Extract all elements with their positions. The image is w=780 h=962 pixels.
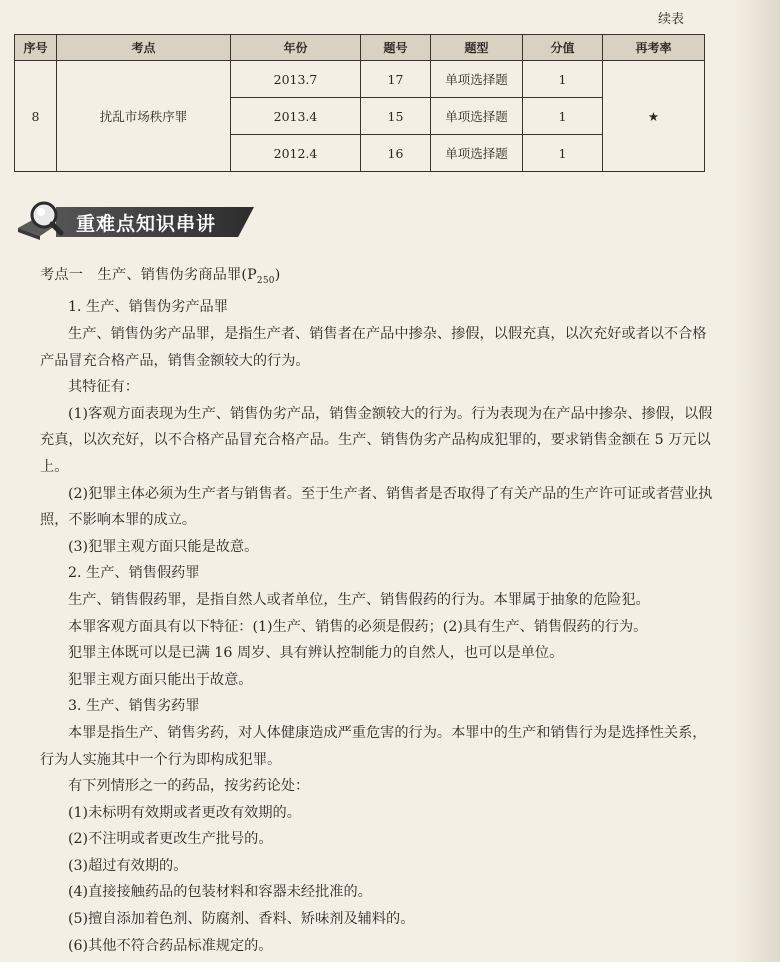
cell-year: 2013.4 [231,98,361,135]
point-heading [40,262,720,294]
header-topic: 考点 [57,35,231,61]
list-item: (3)超过有效期的。 [68,857,188,874]
cell-question-number: 17 [361,61,431,98]
list-item: (4)直接接触药品的包装材料和容器未经批准的。 [68,884,372,901]
list-item: (5)擅自添加着色剂、防腐剂、香料、矫味剂及辅料的。 [68,911,415,928]
table-header-row [15,35,705,61]
table-row [15,61,705,98]
header-index: 序号 [15,35,57,61]
cell-question-type: 单项选择题 [431,98,523,135]
paragraph: (1)客观方面表现为生产、销售伪劣产品，销售金额较大的行为。行为表现为在产品中掺杂、掺假，以假充真，以次充好，以不合格产品冒充合格产品。生产、销售伪劣产品构成犯罪的，要求销售金额在 5 万元以上。 [40,405,713,475]
paragraph: (3)犯罪主观方面只能是故意。 [68,538,259,555]
article-body [40,262,720,959]
continued-label: 续表 [657,12,684,27]
header-question-number: 题号 [361,35,431,61]
header-year: 年份 [231,35,361,61]
cell-topic: 扰乱市场秩序罪 [57,61,231,172]
point-heading-text: 考点一 生产、销售伪劣商品罪(P [40,267,257,283]
section-banner-title: 重难点知识串讲 [76,213,217,235]
header-retest-rate: 再考率 [603,35,705,61]
header-question-type: 题型 [431,35,523,61]
point-heading-close: ) [274,267,281,283]
cell-question-type: 单项选择题 [431,135,523,172]
magnifier-book-icon [14,198,72,244]
section-banner [14,198,254,244]
exam-table [14,34,705,172]
cell-question-type: 单项选择题 [431,61,523,98]
paragraph: 生产、销售假药罪，是指自然人或者单位，生产、销售假药的行为。本罪属于抽象的危险犯。 [68,591,650,608]
list-item: (2)不注明或者更改生产批号的。 [68,831,273,848]
cell-year: 2013.7 [231,61,361,98]
subheading: 3. 生产、销售劣药罪 [68,698,200,715]
list-item: (1)未标明有效期或者更改有效期的。 [68,804,301,821]
cell-year: 2012.4 [231,135,361,172]
page-edge-shadow [734,0,780,962]
cell-score: 1 [523,135,603,172]
paragraph: 生产、销售伪劣产品罪，是指生产者、销售者在产品中掺杂、掺假，以假充真，以次充好或者以不合格产品冒充合格产品，销售金额较大的行为。 [40,326,707,369]
paragraph: 其特征有： [68,379,139,396]
subheading: 2. 生产、销售假药罪 [68,565,200,582]
paragraph: 犯罪主观方面只能出于故意。 [68,671,253,688]
point-heading-page: 250 [256,275,275,286]
cell-retest-rate-star: ★ [603,61,705,172]
cell-score: 1 [523,61,603,98]
paragraph: (2)犯罪主体必须为生产者与销售者。至于生产者、销售者是否取得了有关产品的生产许可证或者营业执照，不影响本罪的成立。 [40,485,713,529]
paragraph: 本罪是指生产、销售劣药，对人体健康造成严重危害的行为。本罪中的生产和销售行为是选择性关系，行为人实施其中一个行为即构成犯罪。 [40,724,707,768]
list-item: (6)其他不符合药品标准规定的。 [68,937,273,954]
paragraph: 本罪客观方面具有以下特征：(1)生产、销售的必须是假药；(2)具有生产、销售假药的行为。 [68,618,648,635]
paragraph: 有下列情形之一的药品，按劣药论处： [68,778,310,795]
subheading: 1. 生产、销售伪劣产品罪 [68,299,228,316]
cell-question-number: 16 [361,135,431,172]
header-score: 分值 [523,35,603,61]
cell-question-number: 15 [361,98,431,135]
cell-index: 8 [15,61,57,172]
paragraph: 犯罪主体既可以是已满 16 周岁、具有辨认控制能力的自然人，也可以是单位。 [68,645,564,662]
cell-score: 1 [523,98,603,135]
